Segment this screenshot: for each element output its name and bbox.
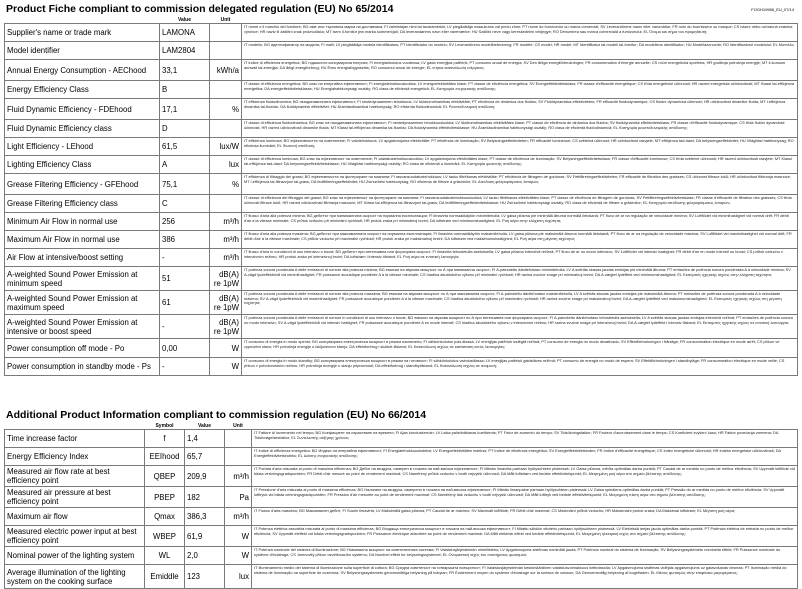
row-unit: W — [225, 526, 252, 547]
row-unit: % — [210, 99, 242, 120]
row-label: Time increase factor — [5, 430, 145, 448]
row-label: Measured electric power input at best efficiency point — [5, 526, 145, 547]
row-value: LAMONA — [160, 24, 210, 42]
row-symbol: Qmax — [145, 508, 185, 526]
row-unit: dB(A) re 1pW — [210, 315, 242, 339]
row-value: 0,00 — [160, 339, 210, 358]
row-value: LAM2804 — [160, 42, 210, 60]
table-row — [5, 195, 798, 213]
row-unit — [225, 448, 252, 466]
row-label: Minimum Air Flow in normal use — [5, 213, 160, 231]
row-value: - — [160, 315, 210, 339]
table-row — [5, 430, 798, 448]
row-label: Power consumption in standby mode - Ps — [5, 358, 160, 376]
row-label: Grease Filtering Efficiency - GFEhood — [5, 174, 160, 195]
row-unit: W — [210, 339, 242, 358]
table-row — [5, 156, 798, 174]
row-symbol: PBEP — [145, 487, 185, 508]
table-row — [5, 547, 798, 565]
row-label: A-weighted Sound Power Emission at intensive or boost speed — [5, 315, 160, 339]
row-unit: m³/h — [225, 508, 252, 526]
row-unit: Pa — [225, 487, 252, 508]
row-translations: IT classe di efficienza energetica; BG клас на енергийна ефективност; FI energiatehokkuusluokka; LV energoefektivitātes klase; PT classe de eficiência energética; SV Energieffektivitetsklass; FR classe d'efficacité énergétique; CS třída energetické účinnosti; HR razred energetske učinkovitosti; MT Klassi tal-effiċjenza enerġetika; DA energieffektivitetsklasse; HU Energiahatékonysági osztály; RO clasa de eficiență energetică; EL Κατηγορία ενεργειακής απόδοσης; — [242, 81, 798, 99]
row-translations: IT flusso d'aria alla potenza minima; BG дебитът при минималната скорост на нормална експлоатация; FI ilmavirta normaalikäytön minimiteholla; LV gaisa plūsma pie minimālā ātruma normālā lietošanā; PT fluxo de ar na regulação de velocidade mínima; SV Luftflödet vid minimihastighet vid normal drift; FR débit d'air à la vitesse minimale; CS průtok vzduchu při minimální rychlosti; HR protok zraka pri minimalnoj brzini; DA luftstrøm ved minimumshastighed; EL Ροή αέρα στην ελάχιστη ταχύτητα; — [242, 213, 798, 231]
table-row — [5, 174, 798, 195]
row-label: Annual Energy Consumption - AEChood — [5, 60, 160, 81]
table-row — [5, 99, 798, 120]
fiche-code: FOGH10986_EU_07/14 — [751, 7, 794, 12]
table-row — [5, 448, 798, 466]
row-unit — [210, 195, 242, 213]
row-label: Air Flow at intensive/boost setting — [5, 249, 160, 267]
table-row — [5, 60, 798, 81]
row-translations: IT consumo di energia in modo standby; BG консумирана електрическа мощност в режим на готовност; FI sähkönkulutus valmiustilassa; LV enerģijas patēriņš gaidstāves režīmā; PT consumo de energia no modo de espera; SV Effektförbrukningen i standbyläge; FR consommation électrique en mode veille; CS příkon v pohotovostním režimu; HR potrošnja energije u stanju pripravnosti; DA effektforbrug i standbytilstand; EL Κατανάλωση ισχύος σε αναμονή; — [242, 358, 798, 376]
row-unit — [210, 24, 242, 42]
row-unit: % — [210, 174, 242, 195]
row-translations: IT Illuminamento medio del sistema di illuminazione sulla superficie di cottura; BG Средна осветеност на готварската повърхност; FI Valaistusjärjestelmän keskimääräinen valaistusvoimakkuus keittotasolla; LV Apgaismojuma sistēmas vidējais apgaismojums uz gatavošanas virsmas; PT Iluminação média do sistema de iluminação na superfície de cozedura; SV Belysningssystemets genomsnittliga belysning på kokytan; FR Éclairement moyen du système d'éclairage sur la surface de cuisson; DA Gennemsnitlig belysning af kogefladen; EL Μέσος φωτισμός στην επιφάνεια μαγειρέματος; — [252, 565, 798, 589]
row-translations: IT efficienza luminosa; BG ефективността на осветление; FI valotehokkuus; LV apgaismojuma efektivitāte; PT eficiência de iluminação; SV Belysningseffektiviteten; FR efficacité lumineuse; CS světelná účinnost; HR učinkovitost rasvjete; MT effiċjenza tad-dawl; DA belysningseffektivitet; HU Világítási hatékonyság; RO eficiența iluminării; EL Φωτεινή απόδοση; — [242, 138, 798, 156]
row-value: 123 — [185, 565, 225, 589]
row-value: 256 — [160, 213, 210, 231]
table-row — [5, 138, 798, 156]
row-translations: IT efficienza di filtraggio dei grassi; BG ефективността на филтриране на мазнини; FI rasvansuodatustehokkuus; LV tauku filtrēšanas efektivitāte; PT eficiência de filtragem de gorduras; SV Fettfiltreringseffektiviteten; FR efficacité de filtration des graisses; CS účinnost filtrace tuků; HR učinkovitost filtriranja masnoće; MT l-effiċjenza tal-filtrazzjoni tal-grass; DA fedtfiltreringseffektivitet; HU Zsírszűrési hatékonyság; RO eficiența de filtrare a grăsimilor; EL Απόδοση φιλτραρίσματος λιπαρών; — [242, 174, 798, 195]
row-label: Light Efficiency - LEhood — [5, 138, 160, 156]
table-row — [5, 120, 798, 138]
row-unit: lux — [210, 156, 242, 174]
row-unit: dB(A) re 1pW — [210, 267, 242, 291]
table-row — [5, 508, 798, 526]
row-translations: IT consumo di energia in modo spento; BG консумирана електрическа мощност в режим изключено; FI sähkönkulutus pois-tilassa; LV enerģijas patēriņš izslēgtā režīmā; PT consumo de energia no modo desativado; SV Effektförbrukningen i frånläge; FR consommation électrique en mode arrêt; CS příkon ve vypnutém stavu; HR potrošnja energije u isključenom stanju; DA effektforbrug i slukket tilstand; EL Κατανάλωση ισχύος σε κατάσταση εκτός λειτουργίας; — [242, 339, 798, 358]
row-translations: IT flusso d'aria in condizioni di uso intensivo o boost; BG дебитът при интензивна или форсирана скорост; FI ilmavirta tehostetulla asetuksella; LV gaisa plūsma intensīvā režīmā; PT fluxo de ar no modo intensivo; SV Luftflödet vid intensiv hastighet; FR débit d'air en mode intensif ou boost; CS průtok vzduchu v intenzivním režimu; HR protok zraka pri intenzivnoj brzini; DA luftstrøm i intensiv tilstand; EL Ροή αέρα σε εντατική λειτουργία; — [242, 249, 798, 267]
row-label: Measured air flow rate at best efficiency point — [5, 466, 145, 487]
row-translations: IT Potenza nominale del sistema di illuminazione; BG Номинална мощност на осветителната система; FI Valaistusjärjestelmän nimellisteho; LV Apgaismojuma sistēmas nominālā jauda; PT Potência nominal do sistema de iluminação; SV Belysningssystemets nominella effekt; FR Puissance nominale du système d'éclairage; CS Jmenovitý příkon osvětlovacího systému; DA Nominel effekt for belysningssystemet; EL Ονομαστική ισχύς του συστήματος φωτισμού; — [252, 547, 798, 565]
table-row — [5, 487, 798, 508]
table-row — [5, 291, 798, 315]
table-row — [5, 526, 798, 547]
row-value: - — [160, 358, 210, 376]
symbol-column-header: Symbol — [145, 423, 185, 430]
row-value: C — [160, 195, 210, 213]
value-column-header-2: Value — [185, 423, 225, 430]
row-unit: lux — [225, 565, 252, 589]
row-label: Power consumption off mode - Po — [5, 339, 160, 358]
row-label: Energy Efficiency Class — [5, 81, 160, 99]
row-translations: IT Potenza elettrica assorbita misurata al punto di massima efficienza; BG Входяща електрическа мощност в точката на най-висока ефективност; FI Mitattu sähkön ottoteho parhaan hyötysuhteen pisteessä; LV Elektriskā ieejas jauda optimālas darba punktā; PT Potência elétrica de entrada no ponto de melhor eficiência; SV Uppmätt eleffekt vid bästa verkningsgradspunkten; FR Puissance électrique absorbée au point de rendement maximal; DA Målt elektrisk effekt ved bedste effektivitetspunkt; EL Μετρημένη ηλεκτρική ισχύς στο σημείο βέλτιστης απόδοσης; — [252, 526, 798, 547]
row-unit: dB(A) re 1pW — [210, 291, 242, 315]
table-row — [5, 42, 798, 60]
value-column-header: Value — [160, 17, 210, 24]
row-unit — [225, 430, 252, 448]
row-value: 61,5 — [160, 138, 210, 156]
row-value: 51 — [160, 267, 210, 291]
row-translations: IT Indice di efficienza energetica; BG Индекс на енергийна ефективност; FI Energiatehokkuusindeksi; LV Energoefektivitātes indekss; PT Índice de eficiência energética; SV Energieffektivitetsindex; FR Indice d'efficacité énergétique; CS Index energetické účinnosti; HR Indeks energetske učinkovitosti; DA Energieffektivitetsindeks; EL Δείκτης ενεργειακής απόδοσης; — [252, 448, 798, 466]
row-value: 75,1 — [160, 174, 210, 195]
row-translations: IT classe di efficienza del filtraggio dei grassi; BG клас на ефективност на филтриране на мазнини; FI rasvansuodatustehokkuusluokka; LV tauku filtrēšanas efektivitātes klase; PT classe de eficiência de filtragem de gorduras; SV Fettfiltreringseffektivitetsklass; FR classe d'efficacité de filtration des graisses; CS třída účinnosti filtrace tuků; HR razred učinkovitosti filtriranja masnoće; MT Klassi tal-effiċjenza tal-filtrazzjoni tal-grass; DA fedtfiltreringseffektivitetsklasse; HU Zsírszűrési hatékonysági osztály; RO clasa de eficiență de filtrare a grăsimilor; EL Κατηγορία απόδοσης φιλτραρίσματος λιπαρών; — [242, 195, 798, 213]
table-row — [5, 24, 798, 42]
row-value: 61,9 — [185, 526, 225, 547]
row-value: - — [160, 249, 210, 267]
row-symbol: EEIhood — [145, 448, 185, 466]
row-unit: m³/h — [210, 213, 242, 231]
row-label: Maximum air flow — [5, 508, 145, 526]
row-translations: IT Portata d'aria misurata al punto di massima efficienza; BG Дебит на въздуха, измерен в точката на най-висока ефективност; FI Mitattu ilmavirta parhaan hyötysuhteen pisteessä; LV Gaisa plūsma, mērīta optimālas darba punktā; PT Caudal de ar medido no ponto de melhor eficiência; SV Uppmätt luftflöde vid bästa verkningsgradspunkten; FR Débit d'air mesuré au point de rendement maximal; CS Naměřený průtok vzduchu v bodě nejvyšší účinnosti; DA Målt luftstrøm ved bedste effektivitetspunkt; EL Μετρημένη ροή αέρα στο σημείο βέλτιστης απόδοσης; — [252, 466, 798, 487]
row-translations: IT indice di efficienza energetica; BG годишното консумирана енергия; FI energiankulutus vuodessa; LV gada enerģijas patēriņš; PT consumo anual de energia; SV Den årliga energiförbrukningen; FR consommation d'énergie annuelle; CS roční energetická spotřeba; HR godišnja potrošnja energije; MT il-konsum annwali tal-enerġija; DA årligt energiforbrug; HU Éves energiafogyasztás; RO consumul anual de energie; EL ετήσια κατανάλωση ενέργειας; — [242, 60, 798, 81]
table-row — [5, 466, 798, 487]
row-value: 182 — [185, 487, 225, 508]
row-value: 209,9 — [185, 466, 225, 487]
row-value: 386,3 — [185, 508, 225, 526]
table-row — [5, 315, 798, 339]
additional-info-table — [4, 422, 798, 589]
row-translations: IT nome o il marchio del fornitore; BG име или търговска марка на доставчика; FI valmistajan nimi tai tavaramerkki; LV piegādātāja nosaukums vai preču zīme; PT nome do fornecedor ou marca comercial; SV Leverantörens namn eller varumärke; FR nom du fournisseur ou marque; CS název nebo ochranná známka výrobce; HR naziv ili zaštitni znak proizvođača; MT isem il-fornitur jew marka kummerċjali; DA leverandørens navn eller varemærke; HU Szállító neve vagy kereskedelmi védjegye; RO Denumirea sau marca comercială a furnizorului; EL Όνομα και σήμα του προμηθευτή; — [242, 24, 798, 42]
row-translations: IT potenza sonora ponderata A delle emissioni di rumore in condizioni di uso intensivo o boost; BG емисии на звукова мощност по А при интензивна или форсирана скорост; FI A-painotettu äänitehotaso tehostetulla asetuksella; LV A svērtās skaņas jaudas emisijas intensīvā režīmā; PT emissões de potência sonora no modo intensivo; SV A-vägd ljudeffektnivå vid intensiv hastighet; FR puissance acoustique pondérée A en mode intensif; CS hladina akustického výkonu v intenzivním režimu; HR razina zvučne snage pri intenzivnoj brzini; DA A-vægtet lydeffekt i intensiv tilstand; EL Εκπομπές ηχητικής ισχύος σε εντατική λειτουργία; — [242, 315, 798, 339]
row-translations: IT classe di efficienza luminosa; BG клас на ефективност на осветление; FI valaistustehokkuusluokka; LV apgaismojuma efektivitātes klase; PT classe de eficiência de iluminação; SV Belysningseffektivitetsklass; FR classe d'efficacité lumineuse; CS třída světelné účinnosti; HR razred učinkovitosti rasvjete; MT Klassi tal-effiċjenza tad-dawl; DA belysningseffektivitetsklasse; HU Világítási hatékonysági osztály; RO clasa de eficiență a iluminării; EL Κατηγορία φωτεινής απόδοσης; — [242, 156, 798, 174]
table-row — [5, 565, 798, 589]
row-translations: IT Flusso d'aria massimo; BG Максимален дебит; FI Suurin ilmavirta; LV Maksimālā gaisa plūsma; PT Caudal de ar máximo; SV Maximalt luftflöde; FR Débit d'air maximal; CS Maximální průtok vzduchu; HR Maksimalni protok zraka; DA Maksimal luftstrøm; EL Μέγιστη ροή αέρα; — [252, 508, 798, 526]
row-label: Fluid Dynamic Efficiency - FDEhood — [5, 99, 160, 120]
row-label: Maximum Air Flow in normal use — [5, 231, 160, 249]
row-symbol: WBEP — [145, 526, 185, 547]
row-translations: IT Pressione d'aria misurata al punto di massima efficienza; BG Налягане на въздуха, измерено в точката на най-висока ефективност; FI Mitattu ilmanpaine parhaan hyötysuhteen pisteessä; LV Gaisa spiediens optimālas darba punktā; PT Pressão do ar medida no ponto de melhor eficiência; SV Uppmätt lufttryck vid bästa verkningsgradspunkten; FR Pression d'air mesurée au point de rendement maximal; CS Naměřený tlak vzduchu v bodě nejvyšší účinnosti; DA Målt lufttryk ved bedste effektivitetspunkt; EL Μετρημένη πίεση αέρα στο σημείο βέλτιστης απόδοσης; — [252, 487, 798, 508]
unit-column-header-2: Unit — [225, 423, 252, 430]
row-symbol: Emiddle — [145, 565, 185, 589]
row-value: 386 — [160, 231, 210, 249]
row-label: Nominal power of the lighting system — [5, 547, 145, 565]
row-label: A-weighted Sound Power Emission at maximum speed — [5, 291, 160, 315]
row-unit — [210, 81, 242, 99]
row-unit — [210, 42, 242, 60]
additional-info-title: Additional Product Information compliant to commission regulation (EU) No 66/2014 — [6, 409, 427, 421]
row-unit — [210, 120, 242, 138]
row-label: Energy Efficiency Index — [5, 448, 145, 466]
row-label: Lighting Efficiency Class — [5, 156, 160, 174]
row-unit: W — [210, 358, 242, 376]
row-value: 33,1 — [160, 60, 210, 81]
unit-column-header: Unit — [210, 17, 242, 24]
row-unit: m³/h — [225, 466, 252, 487]
row-label: Fluid Dynamic Efficiency class — [5, 120, 160, 138]
row-value: B — [160, 81, 210, 99]
table-row — [5, 267, 798, 291]
row-label: Measured air pressure at best efficiency point — [5, 487, 145, 508]
row-translations: IT potenza sonora ponderata A delle emissioni di rumore alla potenza minima; BG емисии на звукова мощност по А при минимална скорост; FI A-painotettu äänitehotaso minimiteholla; LV A svērtās skaņas jaudas emisijas pie minimālā ātruma; PT emissões de potência sonora ponderada A à velocidade mínima; SV A-vägd ljudeffektnivå vid minimihastighet; FR puissance acoustique pondérée A à la vitesse minimale; CS hladina akustického výkonu při minimální rychlosti; HR razina zvučne snage pri minimalnoj brzini; DA A-vægtet lydeffekt ved minimumshastighed; EL Εκπομπές ηχητικής ισχύος στην ελάχιστη ταχύτητα; — [242, 267, 798, 291]
row-label: Model identifier — [5, 42, 160, 60]
table-row — [5, 339, 798, 358]
product-fiche-table — [4, 16, 798, 376]
row-unit: W — [225, 547, 252, 565]
table-row — [5, 81, 798, 99]
row-unit: lux/W — [210, 138, 242, 156]
row-value: A — [160, 156, 210, 174]
row-value: 65,7 — [185, 448, 225, 466]
row-label: Grease Filtering Efficiency class — [5, 195, 160, 213]
row-translations: IT potenza sonora ponderata A delle emissioni di rumore alla potenza massima; BG емисии на звукова мощност по А при максимална скорост; FI A-painotettu äänitehotaso maksimiteholla; LV A svērtās skaņas jaudas emisijas pie maksimālā ātruma; PT emissões de potência sonora ponderada A à velocidade máxima; SV A-vägd ljudeffektnivå vid maximihastighet; FR puissance acoustique pondérée A à la vitesse maximale; CS hladina akustického výkonu při maximální rychlosti; HR razina zvučne snage pri maksimalnoj brzini; DA A-vægtet lydeffekt ved maksimumshastighed; EL Εκπομπές ηχητικής ισχύος στη μέγιστη ταχύτητα; — [242, 291, 798, 315]
table-row — [5, 213, 798, 231]
row-translations: IT efficienza fluidodinamica; BG газодинамичната ефективност; FI nestedynaaminen tehokkuus; LV šķidrumdinamikas efektivitāte; PT eficiência de dinâmica dos fluidos; SV Fluiddynamiska effektiviteten; FR efficacité fluidodynamique; CS fluidní dynamická účinnost; HR učinkovitost dinamike fluida; MT l-effiċjenza dinamika tal-fluwidu; DA fluiddynamisk effektivitet; HU Áramlásdinamikai hatékonyság; RO eficiența fluidodinamică; EL Ρευστοδυναμική απόδοση; — [242, 99, 798, 120]
row-label: Average illumination of the lighting system on the cooking surface — [5, 565, 145, 589]
row-translations: IT classe di efficienza fluidodinamica; BG клас на газодинамичната ефективност; FI nestedynaaminen tehokkuusluokka; LV šķidrumdinamikas efektivitātes klase; PT classe de eficiência de dinâmica dos fluidos; SV fluiddynamisk effektivitetsklass; FR classe d'efficacité fluidodynamique; CS třída fluidní dynamické účinnosti; HR razred učinkovitosti dinamike fluida; MT Klassi tal-effiċjenza dinamika tal-fluwidu; DA fluiddynamisk effektivitetsklasse; HU Áramlásdinamikai hatékonysági osztály; RO clasa de eficiență fluidodinamică; EL Κατηγορία ρευστοδυναμικής απόδοσης; — [242, 120, 798, 138]
row-symbol: QBEP — [145, 466, 185, 487]
row-translations: IT modello; BG идентификатор на модела; FI malli; LV piegādātāja modeļa identifikators; PT identificador do modelo; SV Leverantörens modellbeteckning; FR modèle; CS model; HR model; MT Identifikatur tal-mudell tal-fornitur; DA modellens identifikator; HU Modellazonosító; RO Identificatorul modelului; EL Μοντέλο; — [242, 42, 798, 60]
row-translations: IT flusso d'aria alla potenza massima; BG дебитът при максималната скорост на нормална експлоатация; FI ilmavirta normaalikäytön maksimiteholla; LV gaisa plūsma pie maksimālā ātruma normālā lietošanā; PT fluxo de ar na regulação de velocidade máxima; SV Luftflödet vid maximihastighet vid normal drift; FR débit d'air à la vitesse maximale; CS průtok vzduchu při maximální rychlosti; HR protok zraka pri maksimalnoj brzini; DA luftstrøm ved maksimumshastighed; EL Ροή αέρα στη μέγιστη ταχύτητα; — [242, 231, 798, 249]
row-symbol: f — [145, 430, 185, 448]
page-title: Product Fiche compliant to commission delegated regulation (EU) No 65/2014 — [6, 3, 394, 15]
table-row — [5, 358, 798, 376]
row-value: 17,1 — [160, 99, 210, 120]
row-unit: m³/h — [210, 231, 242, 249]
row-label: Supplier's name or trade mark — [5, 24, 160, 42]
row-value: 2,0 — [185, 547, 225, 565]
row-symbol: WL — [145, 547, 185, 565]
table-row — [5, 231, 798, 249]
row-translations: IT Fattore di incremento nel tempo; BG Коефициент на нарастване на времето; FI Ajan korotuskerroin; LV Laika palielināšanas koeficients; PT Fator de aumento do tempo; SV Tidsökningsfaktor; FR Facteur d'accroissement dans le temps; CS Koeficient zvýšení času; HR Faktor povećanja vremena; DA Tidsforøgelsesfaktor; EL Συντελεστής αύξησης χρόνου; — [252, 430, 798, 448]
row-value: 1,4 — [185, 430, 225, 448]
row-value: D — [160, 120, 210, 138]
row-label: A-weighted Sound Power Emission at minimum speed — [5, 267, 160, 291]
row-unit: kWh/a — [210, 60, 242, 81]
table-row — [5, 249, 798, 267]
row-unit: m³/h — [210, 249, 242, 267]
row-value: 61 — [160, 291, 210, 315]
